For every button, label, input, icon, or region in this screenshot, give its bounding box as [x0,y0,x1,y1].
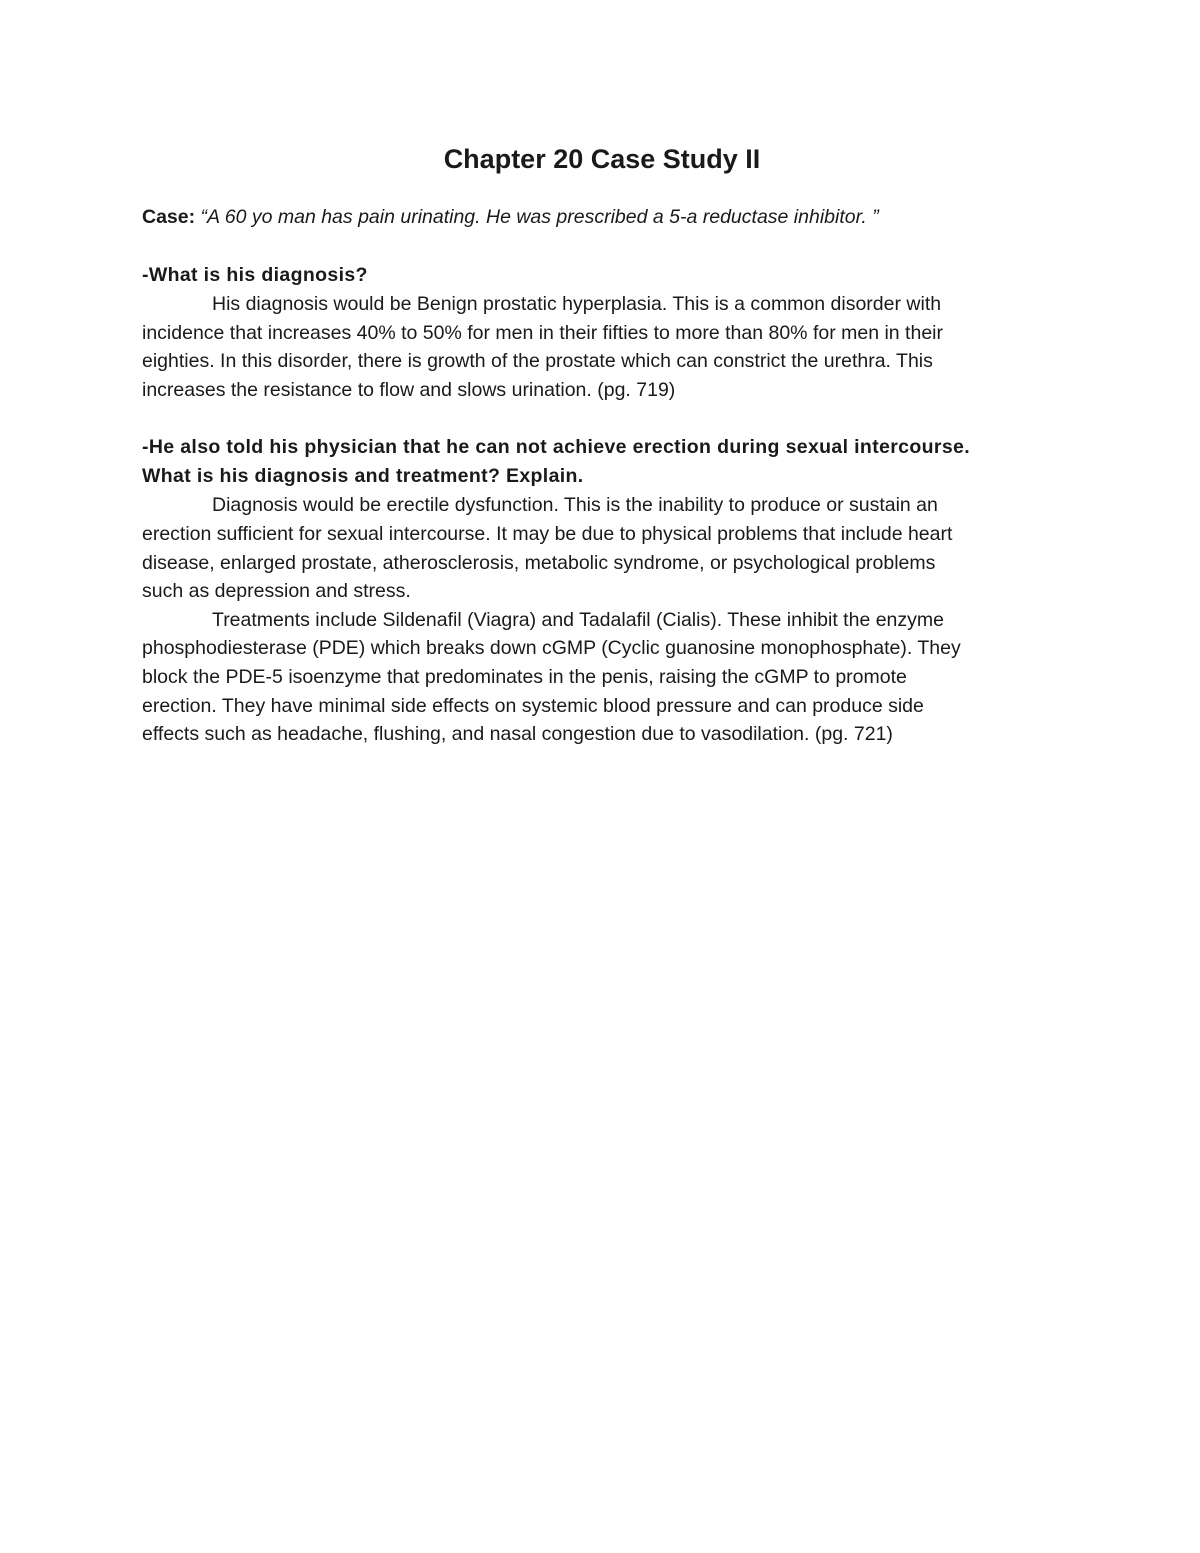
answer-2-treatment [142,606,1062,749]
answer-3-line: erection. They have minimal side effects on systemic blood pressure and can produce side [142,694,924,717]
case-label: Case: [142,206,196,228]
answer-2-diagnosis [142,491,1062,605]
answer-1-line: eighties. In this disorder, there is growth of the prostate which can constrict the urethra. This [142,350,933,373]
page-title: Chapter 20 Case Study II [443,144,761,174]
question-1: -What is his diagnosis? [142,264,368,286]
answer-2-line: disease, enlarged prostate, atherosclerosis, metabolic syndrome, or psychological problems [142,551,936,574]
question-2-line: -He also told his physician that he can not achieve erection during sexual intercourse. [142,436,970,459]
answer-3-line: Treatments include Sildenafil (Viagra) and Tadalafil (Cialis). These inhibit the enzyme [212,608,944,631]
document-page [142,140,1062,749]
answer-2-line: such as depression and stress. [142,580,411,603]
case-statement [142,203,1062,232]
answer-1-line: His diagnosis would be Benign prostatic hyperplasia. This is a common disorder with [212,293,942,315]
answer-3-line: effects such as headache, flushing, and nasal congestion due to vasodilation. (pg. 721) [142,723,893,746]
answer-2-line: erection sufficient for sexual intercourse. It may be due to physical problems that include heart [142,522,953,545]
question-2-line: What is his diagnosis and treatment? Explain. [142,465,584,488]
case-text: “A 60 yo man has pain urinating. He was prescribed a 5-a reductase inhibitor. ” [195,206,879,228]
answer-3-line: phosphodiesterase (PDE) which breaks down cGMP (Cyclic guanosine monophosphate). They [142,637,961,660]
answer-1 [142,290,1062,404]
answer-2-line: Diagnosis would be erectile dysfunction. This is the inability to produce or sustain an [212,494,938,517]
answer-1-line: incidence that increases 40% to 50% for men in their fifties to more than 80% for men in their [142,321,943,344]
answer-3-line: block the PDE-5 isoenzyme that predominates in the penis, raising the cGMP to promote [142,665,907,688]
answer-1-line: increases the resistance to flow and slows urination. (pg. 719) [142,378,676,401]
question-2 [142,433,1062,491]
